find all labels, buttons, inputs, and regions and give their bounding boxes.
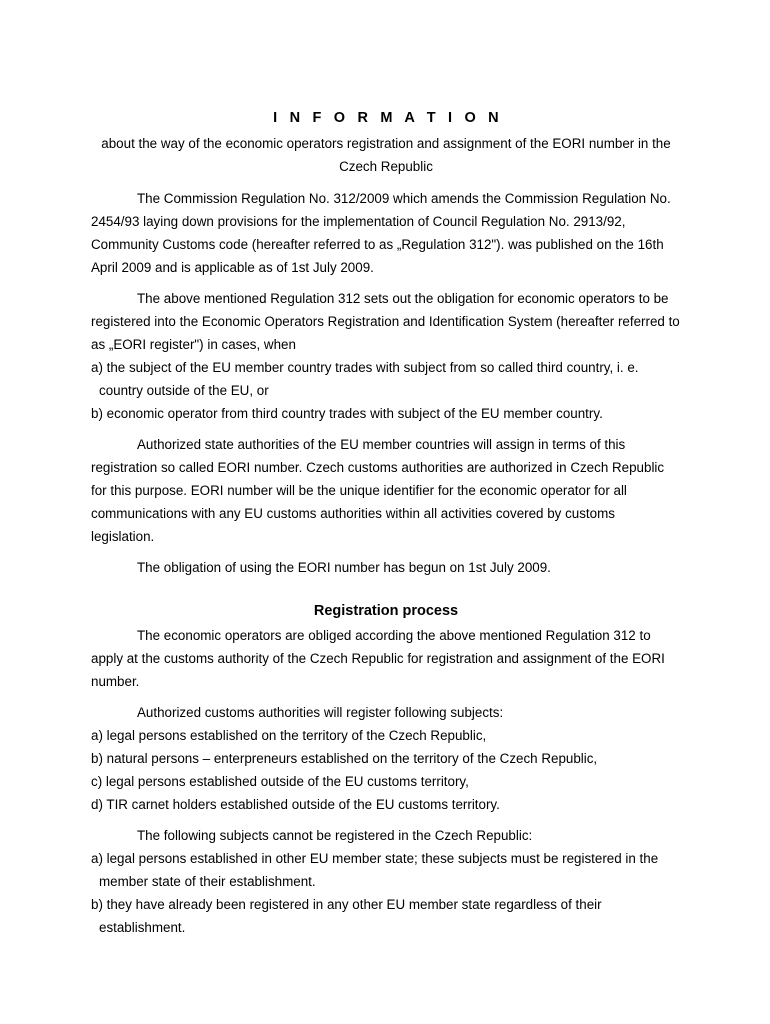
list-item: a) the subject of the EU member country trades with subject from so called third country, i. e. country outside of the EU, or (91, 360, 639, 398)
list-item: a) legal persons established in other EU member state; these subjects must be registered in the member state of their establishment. (91, 851, 659, 889)
list-item: d) TIR carnet holders established outside of the EU customs territory. (91, 797, 500, 812)
obligation-cases-list (91, 356, 681, 425)
list-item: b) they have already been registered in any other EU member state regardless of their establishment. (91, 897, 602, 935)
document-page (91, 108, 681, 947)
paragraph-excluded-subjects: The following subjects cannot be registered in the Czech Republic: (137, 828, 533, 843)
paragraph-obligation: The above mentioned Regulation 312 sets out the obligation for economic operators to be registered into the Economic Operators Registration and Identification System (hereafter referred to as „EORI register") in cases, when (91, 291, 680, 352)
list-item: b) economic operator from third country trades with subject of the EU member country. (91, 406, 603, 421)
list-item: c) legal persons established outside of the EU customs territory, (91, 774, 469, 789)
section-heading-registration: Registration process (313, 603, 459, 619)
paragraph-eori-obligation-date: The obligation of using the EORI number has begun on 1st July 2009. (137, 560, 551, 575)
paragraph-registration-obligation: The economic operators are obliged according the above mentioned Regulation 312 to apply at the customs authority of the Czech Republic for registration and assignment of the EORI number. (91, 628, 665, 689)
paragraph-regulation-intro: The Commission Regulation No. 312/2009 which amends the Commission Regulation No. 2454/93 laying down provisions for the implementation of Council Regulation No. 2913/92, Community Customs code (hereafter referred to as „Regulation 312"). was published on the 16th April 2009 and is applicable as of 1st July 2009. (91, 191, 671, 275)
excluded-subjects-list (91, 847, 681, 939)
document-title: I N F O R M A T I O N (273, 110, 503, 126)
registered-subjects-list (91, 724, 681, 816)
list-item: a) legal persons established on the territory of the Czech Republic, (91, 728, 487, 743)
paragraph-eori-assignment: Authorized state authorities of the EU member countries will assign in terms of this registration so called EORI number. Czech customs authorities are authorized in Czech Republic for this purpose. EORI number will be the unique identifier for the economic operator for all communications with any EU customs authorities within all activities covered by customs legislation. (91, 437, 665, 544)
document-subtitle: about the way of the economic operators registration and assignment of the EORI number in the Czech Republic (101, 136, 671, 174)
paragraph-registered-subjects: Authorized customs authorities will register following subjects: (137, 705, 504, 720)
list-item: b) natural persons – enterpreneurs established on the territory of the Czech Republic, (91, 751, 598, 766)
